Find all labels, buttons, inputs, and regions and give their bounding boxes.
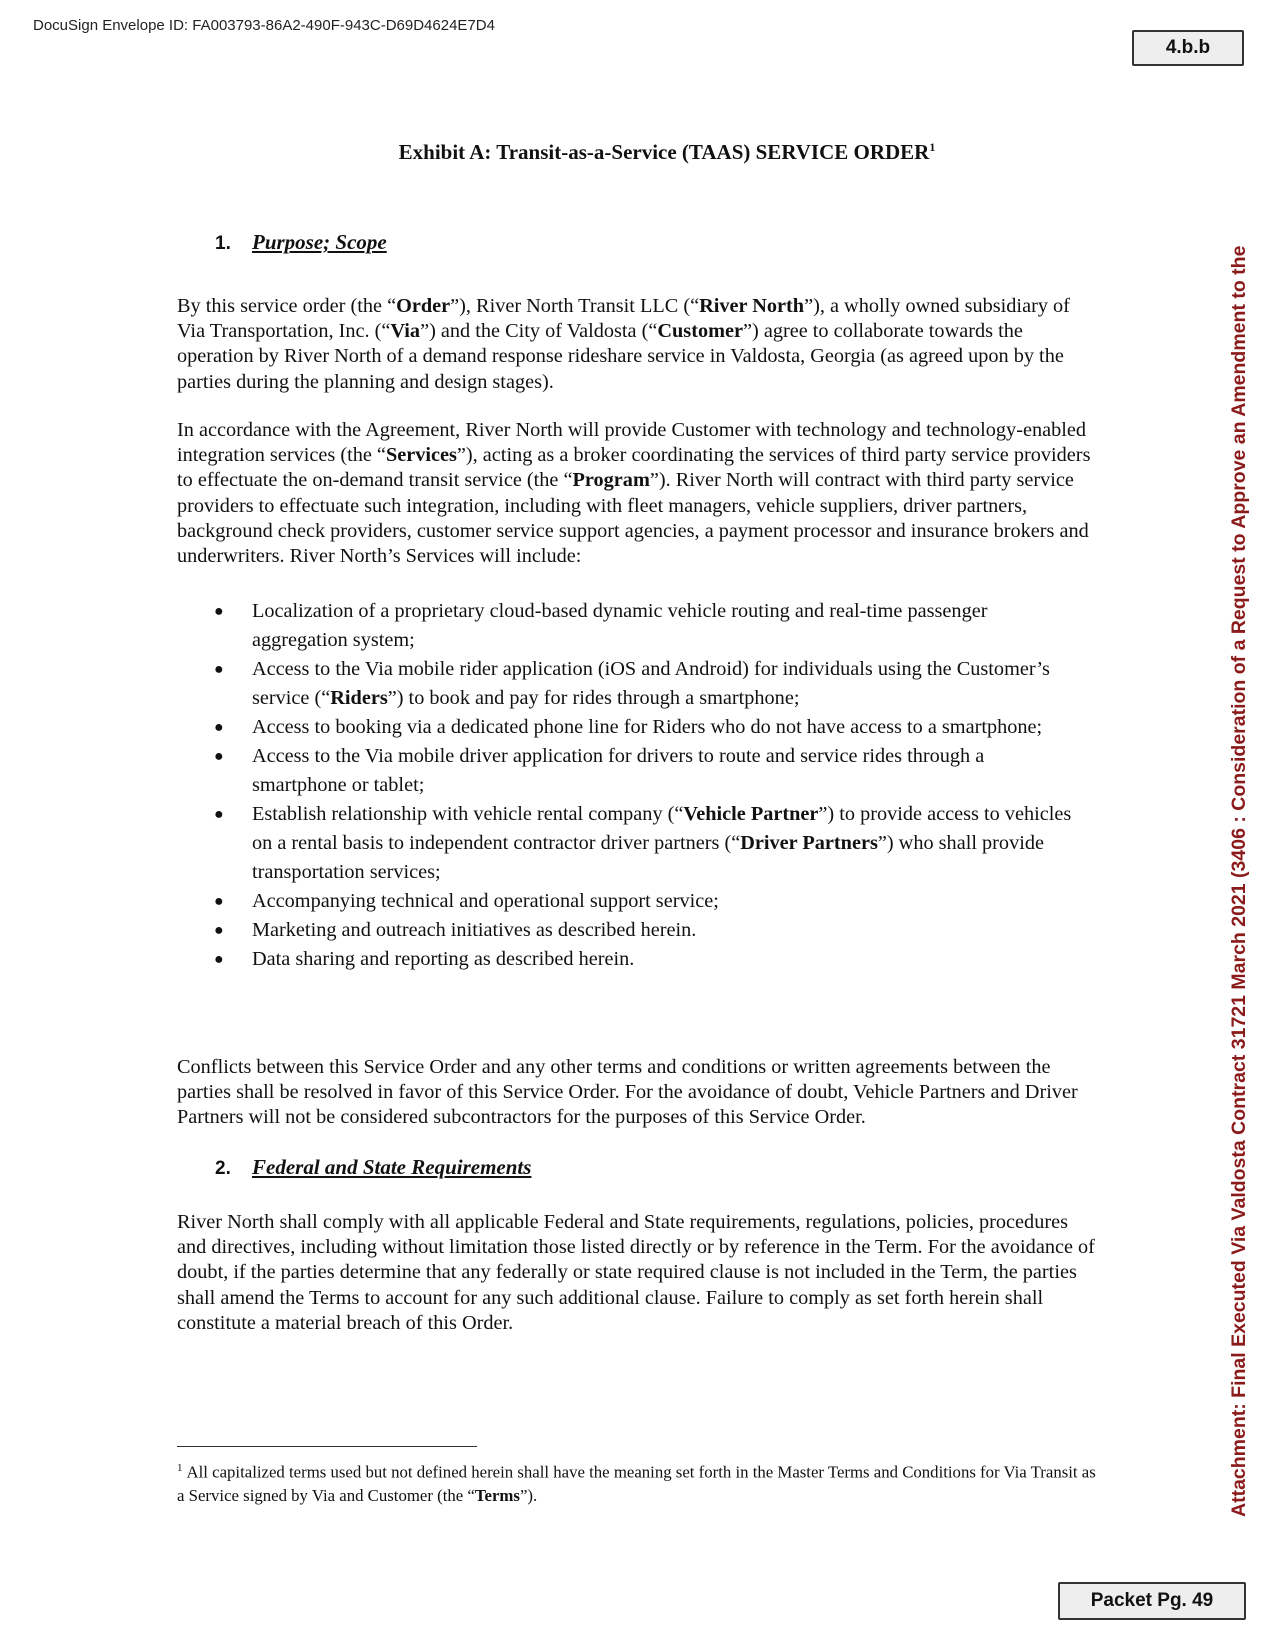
list-item: ● Data sharing and reporting as described herein. bbox=[177, 945, 1077, 974]
envelope-id: DocuSign Envelope ID: FA003793-86A2-490F-943C-D69D4624E7D4 bbox=[33, 17, 495, 34]
bullet-icon: ● bbox=[214, 661, 224, 678]
section-1-paragraph-3: Conflicts between this Service Order and any other terms and conditions or written agreements between the parties shall be resolved in favor of this Service Order. For the avoidance of doubt, Vehicle Partners and Driver Partners will not be considered subcontractors for the purposes of this Service Order. bbox=[177, 1056, 1078, 1129]
title-footnote-ref: 1 bbox=[929, 140, 936, 154]
bullet-icon: ● bbox=[214, 951, 224, 968]
footnote-divider bbox=[177, 1446, 477, 1447]
section-1-title: Purpose; Scope bbox=[252, 230, 387, 254]
list-item: ● Marketing and outreach initiatives as described herein. bbox=[177, 916, 1077, 945]
section-2-title: Federal and State Requirements bbox=[252, 1155, 532, 1179]
section-2-paragraph: River North shall comply with all applicable Federal and State requirements, regulations, policies, procedures and directives, including without limitation those listed directly or by reference in the Term. For the avoidance of doubt, if the parties determine that any federally or state required clause is not included in the Term, the parties shall amend the Terms to account for any such additional clause. Failure to comply as set forth herein shall constitute a material breach of this Order. bbox=[177, 1211, 1095, 1334]
list-item: ● Access to the Via mobile driver application for drivers to route and service rides through a smartphone or tablet; bbox=[177, 742, 1077, 800]
section-1-paragraph-2: In accordance with the Agreement, River North will provide Customer with technology and technology-enabled integration services (the “Services”), acting as a broker coordinating the services of third party service providers to effectuate the on-demand transit service (the “Program”). River North will contract with third party service providers to effectuate such integration, including with fleet managers, vehicle suppliers, driver partners, background check providers, customer service support agencies, a payment processor and insurance brokers and underwriters. River North’s Services will include: bbox=[177, 419, 1091, 568]
footnote: $^1$ All capitalized terms used but not defined herein shall have the meaning set forth in the Master Terms and Conditions for Via Transit as a Service signed by Via and Customer (the “Terms”). bbox=[177, 1462, 1096, 1505]
list-item: ● Access to the Via mobile rider application (iOS and Android) for individuals using the Customer’s service (“Riders”) to book and pay for rides through a smartphone; bbox=[177, 655, 1077, 713]
title-text: Exhibit A: Transit-as-a-Service (TAAS) SERVICE ORDER bbox=[398, 140, 930, 164]
section-2-heading bbox=[215, 1155, 531, 1180]
bullet-icon: ● bbox=[214, 893, 224, 910]
footnote-marker: 1 bbox=[177, 1462, 183, 1474]
packet-page-number: Packet Pg. 49 bbox=[1058, 1582, 1246, 1620]
bullet-icon: ● bbox=[214, 748, 224, 765]
bullet-icon: ● bbox=[214, 603, 224, 620]
services-list bbox=[177, 597, 1077, 974]
section-1-number: 1. bbox=[215, 233, 231, 254]
section-1-heading bbox=[215, 230, 387, 255]
bullet-icon: ● bbox=[214, 806, 224, 823]
bullet-icon: ● bbox=[214, 922, 224, 939]
section-2-number: 2. bbox=[215, 1158, 231, 1179]
document-title bbox=[177, 140, 1157, 165]
bullet-icon: ● bbox=[214, 719, 224, 736]
list-item: ● Accompanying technical and operational support service; bbox=[177, 887, 1077, 916]
section-1-paragraph-1: By this service order (the “Order”), River North Transit LLC (“River North”), a wholly owned subsidiary of Via Transportation, Inc. (“Via”) and the City of Valdosta (“Customer”) agree to collaborate towards the operation by River North of a demand response rideshare service in Valdosta, Georgia (as agreed upon by the parties during the planning and design stages). bbox=[177, 295, 1070, 393]
list-item: ● Establish relationship with vehicle rental company (“Vehicle Partner”) to provide access to vehicles on a rental basis to independent contractor driver partners (“Driver Partners”) who shall provide transportation services; bbox=[177, 800, 1077, 887]
agenda-tag: 4.b.b bbox=[1132, 30, 1244, 66]
list-item: ● Access to booking via a dedicated phone line for Riders who do not have access to a smartphone; bbox=[177, 713, 1077, 742]
list-item: ● Localization of a proprietary cloud-based dynamic vehicle routing and real-time passenger aggregation system; bbox=[177, 597, 1077, 655]
attachment-sidebar-note: Attachment: Final Executed Via Valdosta Contract 31721 March 2021 (3406 : Consideration of a Request to Approve an Amendment to the bbox=[1228, 245, 1250, 1517]
